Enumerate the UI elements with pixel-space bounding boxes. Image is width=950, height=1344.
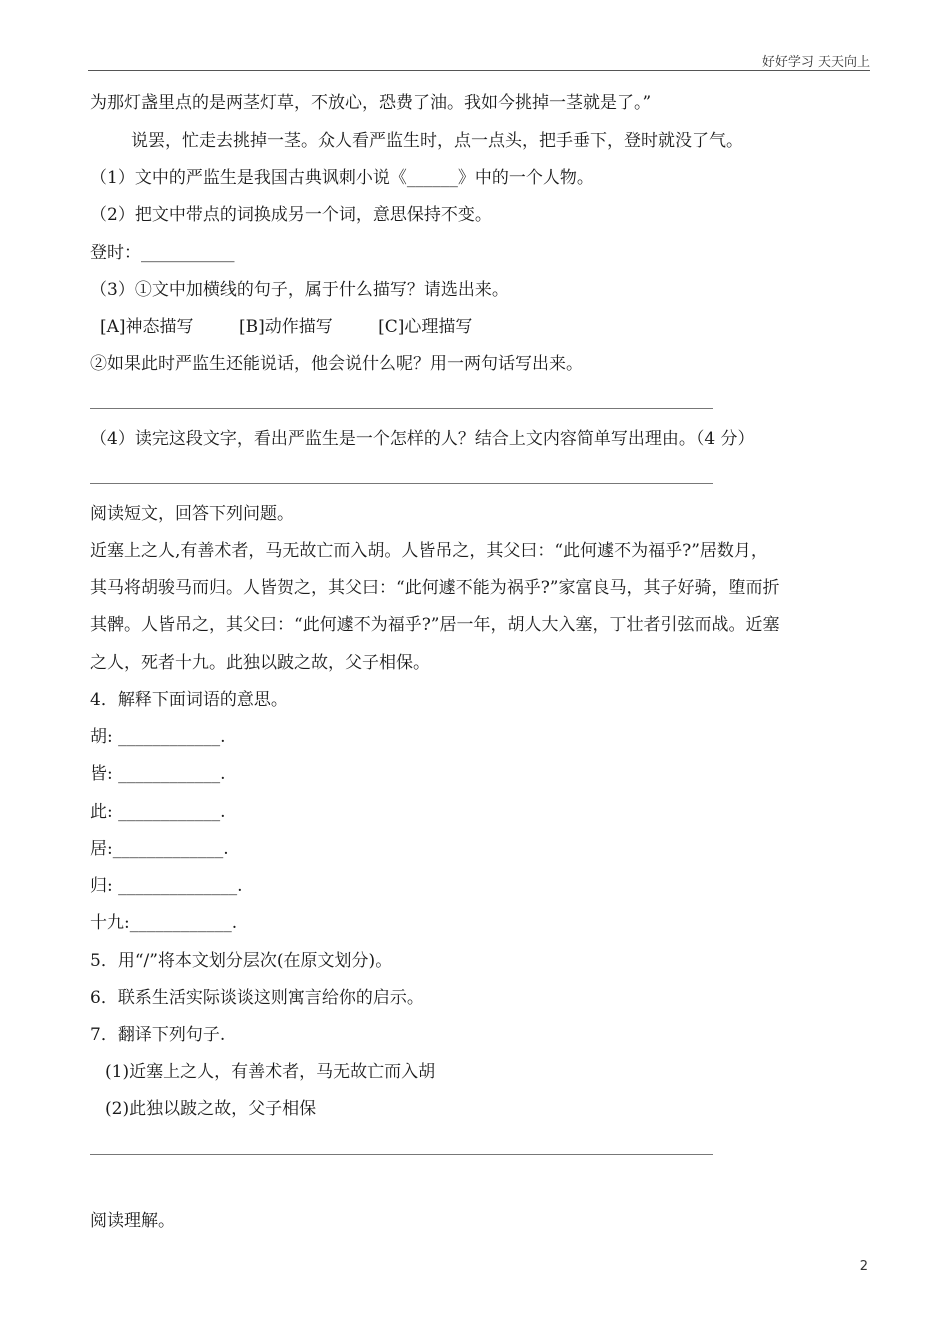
choice-c: [C]心理描写	[378, 317, 473, 337]
answer-line	[90, 1154, 713, 1155]
question-4: （4）读完这段文字，看出严监生是一个怎样的人？结合上文内容简单写出理由。（4 分）	[90, 429, 755, 449]
choice-b: [B]动作描写	[238, 317, 333, 337]
passage-line: 其马将胡骏马而归。人皆贺之，其父曰：“此何遽不能为祸乎?”家富良马，其子好骑，堕而折	[90, 578, 780, 598]
question-7: 7．翻译下列句子.	[90, 1025, 226, 1045]
passage-line: 其髀。人皆吊之，其父曰：“此何遽不为福乎?”居一年，胡人大入塞，丁壮者引弦而战。近塞	[90, 615, 780, 635]
question-3-part-2: ②如果此时严监生还能说话，他会说什么呢？用一两句话写出来。	[90, 354, 583, 374]
text-line: 说罢，忙走去挑掉一茎。众人看严监生时，点一点头，把手垂下，登时就没了气。	[131, 131, 743, 151]
question-2: （2）把文中带点的词换成另一个词，意思保持不变。	[90, 205, 492, 225]
vocab-blank: 胡: ____________.	[90, 727, 226, 747]
passage-line: 之人，死者十九。此独以跛之故，父子相保。	[90, 653, 430, 673]
text-line: 为那灯盏里点的是两茎灯草，不放心，恐费了油。我如今挑掉一茎就是了。”	[90, 93, 652, 113]
vocab-blank: 十九:____________.	[90, 913, 238, 933]
choice-a: [A]神态描写	[100, 317, 194, 337]
passage-line: 近塞上之人,有善术者，马无故亡而入胡。人皆吊之，其父曰：“此何遽不为福乎?”居数月，	[90, 541, 768, 561]
choice-group	[100, 317, 512, 337]
page-number: 2	[859, 1259, 868, 1274]
vocab-blank: 居:_____________.	[90, 839, 229, 859]
question-5: 5．用“/”将本文划分层次(在原文划分)。	[90, 951, 393, 971]
answer-line	[90, 408, 713, 409]
page-header: 好好学习 天天向上	[761, 55, 870, 70]
section-heading: 阅读理解。	[90, 1211, 175, 1231]
answer-blank-dengshi: 登时：___________	[90, 243, 235, 263]
header-divider	[88, 70, 870, 71]
vocab-blank: 皆: ____________.	[90, 764, 226, 784]
question-6: 6．联系生活实际谈谈这则寓言给你的启示。	[90, 988, 424, 1008]
question-1: （1）文中的严监生是我国古典讽刺小说《______》中的一个人物。	[90, 168, 594, 188]
answer-line	[90, 483, 713, 484]
translate-sentence-1: (1)近塞上之人，有善术者，马无故亡而入胡	[105, 1062, 436, 1082]
vocab-blank: 此: ____________.	[90, 802, 226, 822]
question-3: （3）①文中加横线的句子，属于什么描写？请选出来。	[90, 280, 509, 300]
translate-sentence-2: (2)此独以跛之故，父子相保	[105, 1099, 317, 1119]
vocab-blank: 归: ______________.	[90, 876, 243, 896]
question-4-heading: 4．解释下面词语的意思。	[90, 690, 288, 710]
section-heading: 阅读短文，回答下列问题。	[90, 504, 294, 524]
